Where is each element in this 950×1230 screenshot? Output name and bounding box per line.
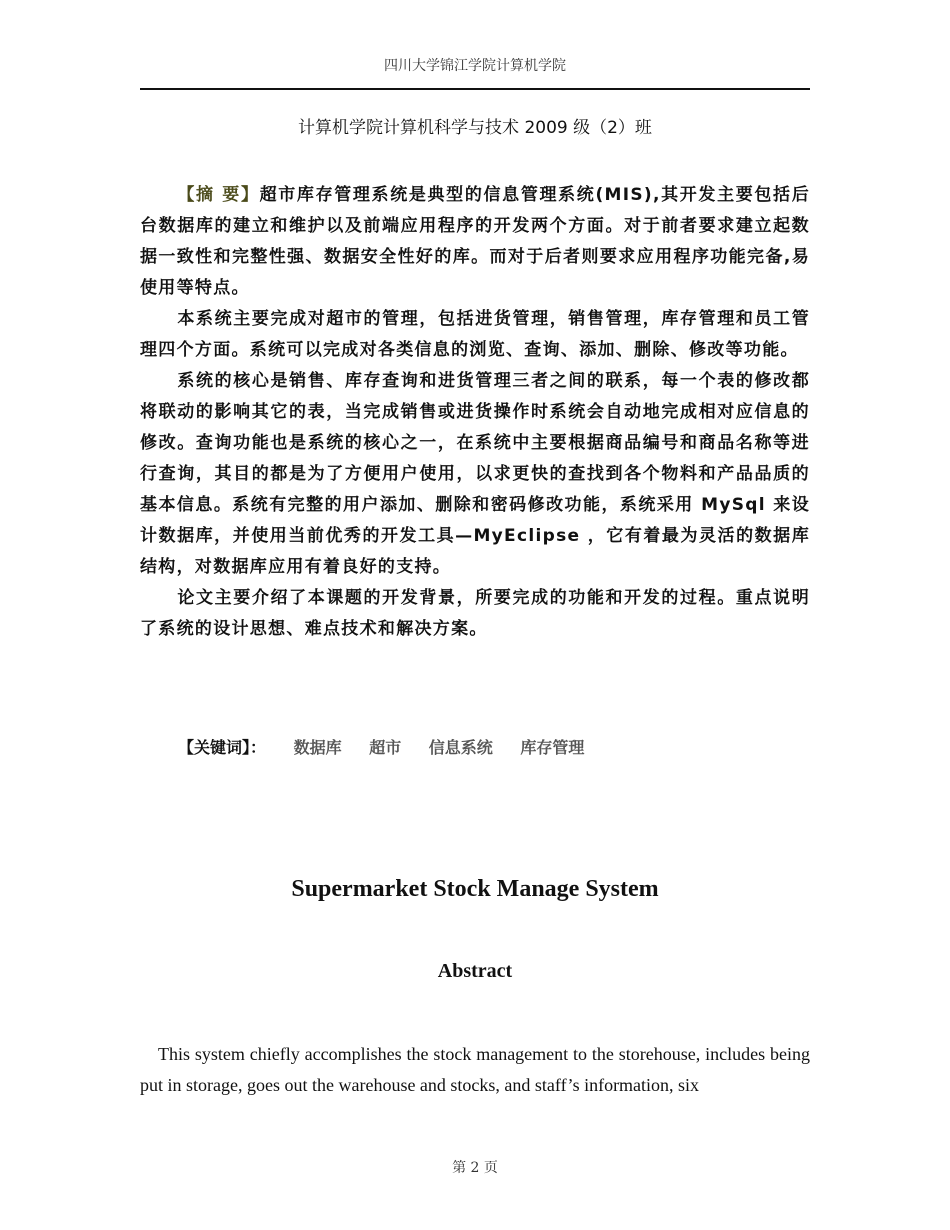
abstract-text-1: 超市库存管理系统是典型的信息管理系统(MIS),其开发主要包括后台数据库的建立和维护以及前端应用程序的开发两个方面。对于前者要求建立起数据一致性和完整性强、数据安全性好的库。而对于后者则要求应用程序功能完备,易使用等特点。: [140, 185, 810, 298]
abstract-paragraph-3: 系统的核心是销售、库存查询和进货管理三者之间的联系，每一个表的修改都将联动的影响其它的表，当完成销售或进货操作时系统会自动地完成相对应信息的修改。查询功能也是系统的核心之一，在系统中主要根据商品编号和商品名称等进行查询，其目的都是为了方便用户使用，以求更快的查找到各个物料和产品品质的基本信息。系统有完整的用户添加、删除和密码修改功能，系统采用 MySql 来设计数据库，并使用当前优秀的开发工具—MyEclipse ，它有着最为灵活的数据库结构，对数据库应用有着良好的支持。: [140, 371, 810, 577]
abstract-paragraph-1: [140, 180, 810, 304]
header-rule: [140, 88, 810, 90]
keywords-label: 【关键词】：: [178, 738, 267, 757]
page-header: 四川大学锦江学院计算机学院: [384, 58, 566, 74]
english-abstract-body: This system chiefly accomplishes the stock management to the storehouse, includes being put in storage, goes out the warehouse and stocks, and staff’s information, six: [140, 1044, 810, 1095]
page-number: 第 2 页: [452, 1160, 498, 1176]
english-title: Supermarket Stock Manage System: [291, 876, 659, 902]
keyword-item: 信息系统: [428, 738, 493, 757]
abstract-label: 【摘 要】: [177, 185, 260, 205]
keyword-item: 超市: [369, 738, 402, 757]
keywords-line: [178, 735, 584, 758]
chinese-abstract: [140, 180, 810, 645]
class-line: 计算机学院计算机科学与技术 2009 级（2）班: [298, 118, 652, 138]
keyword-item: 库存管理: [520, 738, 585, 757]
keyword-item: 数据库: [293, 738, 342, 757]
english-abstract-heading: Abstract: [437, 960, 513, 982]
abstract-paragraph-2: 本系统主要完成对超市的管理，包括进货管理，销售管理，库存管理和员工管理四个方面。系统可以完成对各类信息的浏览、查询、添加、删除、修改等功能。: [140, 309, 810, 360]
abstract-paragraph-4: 论文主要介绍了本课题的开发背景，所要完成的功能和开发的过程。重点说明了系统的设计思想、难点技术和解决方案。: [140, 588, 810, 639]
